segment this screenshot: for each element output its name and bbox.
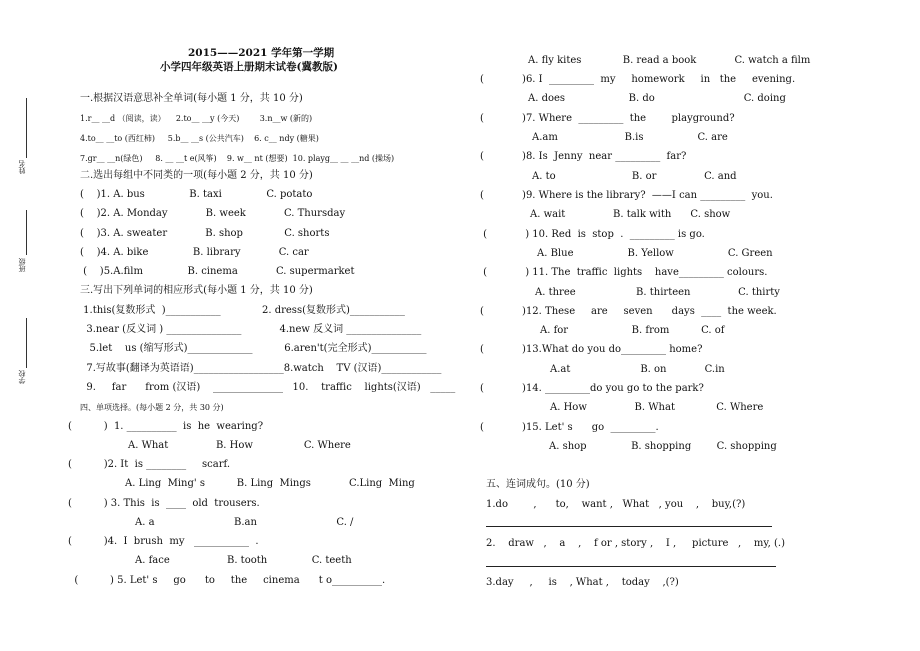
name-label: 姓名	[18, 160, 26, 174]
right-line-19: A. How B. What C. Where	[550, 402, 764, 413]
name-line	[26, 98, 27, 158]
left-line-6: ( )1. A. bus B. taxi C. potato	[80, 189, 313, 200]
right-line-20: ( )15. Let' s go _________.	[480, 422, 659, 433]
left-line-5: 二.选出每组中不同类的一项(每小题 2 分，共 10 分)	[80, 170, 313, 181]
answer-line-1[interactable]	[486, 526, 772, 527]
right-line-3: A. does B. do C. doing	[528, 93, 786, 104]
left-line-12: 1.this(复数形式 )___________ 2. dress(复数形式)___________	[80, 305, 405, 316]
right-line-21: A. shop B. shopping C. shopping	[549, 441, 777, 452]
right-line-7: A. to B. or C. and	[532, 171, 737, 182]
left-line-4: 7.gr__ __n(绿色) 8. __ __t e(风筝) 9. w__ nt (想要) 10. playg__ __ __nd (操场)	[80, 154, 395, 163]
left-line-23: A. a B.an C. /	[135, 517, 354, 528]
right-line-11: A. Blue B. Yellow C. Green	[537, 248, 773, 259]
exam-title: 小学四年级英语上册期末试卷(冀教版)	[160, 61, 338, 73]
right-line-16: ( )13.What do you do_________ home?	[480, 344, 703, 355]
right-line-18: ( )14. _________do you go to the park?	[480, 383, 704, 394]
left-line-3: 4.to__ __to (西红柿) 5.b__ __s (公共汽车) 6. c__ ndy (糖果)	[80, 134, 319, 143]
left-line-21: A. Ling Ming' s B. Ling Mings C.Ling Ming	[125, 478, 415, 489]
left-line-24: ( )4. I brush my ___________ .	[68, 536, 259, 547]
left-line-16: 9. far from (汉语) ______________ 10. traffic lights(汉语) _____	[80, 382, 456, 393]
left-line-17: 四、单项选择。(每小题 2 分，共 30 分)	[80, 403, 224, 412]
exam-year: 2015——2021 学年第一学期	[188, 47, 335, 59]
left-line-2: 1.r__ __d （阅读，读） 2.to__ __y (今天) 3.n__w (新的)	[80, 114, 313, 123]
left-line-20: ( )2. It is ________ scarf.	[68, 459, 231, 470]
right-line-12: ( ) 11. The traffic lights have_________ colours.	[480, 267, 768, 278]
left-line-1: 一.根据汉语意思补全单词(每小题 1 分，共 10 分)	[80, 93, 303, 104]
left-line-11: 三.写出下列单词的相应形式(每小题 1 分，共 10 分)	[80, 285, 313, 296]
right-line-4: ( )7. Where _________ the playground?	[480, 113, 735, 124]
right-line-24: 2. draw , a , f or , story , I , picture , my, (.)	[486, 538, 785, 549]
left-line-10: ( )5.A.film B. cinema C. supermarket	[80, 266, 355, 277]
answer-line-2[interactable]	[486, 566, 776, 567]
right-line-25: 3.day , is , What , today ,(?)	[486, 577, 679, 588]
right-line-6: ( )8. Is Jenny near _________ far?	[480, 151, 687, 162]
right-line-14: ( )12. These are seven days ____ the week.	[480, 306, 777, 317]
left-line-15: 7.写故事(翻译为英语语)__________________8.watch TV (汉语)____________	[80, 363, 442, 374]
right-line-9: A. wait B. talk with C. show	[530, 209, 731, 220]
left-line-25: A. face B. tooth C. teeth	[135, 555, 352, 566]
left-line-19: A. What B. How C. Where	[128, 440, 351, 451]
left-line-14: 5.let us (缩写形式)_____________ 6.aren't(完全形式)___________	[80, 343, 427, 354]
right-line-5: A.am B.is C. are	[532, 132, 728, 143]
right-line-2: ( )6. I _________ my homework in the evening.	[480, 74, 796, 85]
right-line-8: ( )9. Where is the library? ——I can _________ you.	[480, 190, 773, 201]
right-line-17: A.at B. on C.in	[550, 364, 725, 375]
right-line-1: A. fly kites B. read a book C. watch a film	[528, 55, 811, 66]
class-line	[26, 210, 27, 255]
school-label: 学校	[18, 370, 26, 384]
left-line-22: ( ) 3. This is ____ old trousers.	[68, 498, 260, 509]
left-line-8: ( )3. A. sweater B. shop C. shorts	[80, 228, 330, 239]
left-line-9: ( )4. A. bike B. library C. car	[80, 247, 309, 258]
left-line-7: ( )2. A. Monday B. week C. Thursday	[80, 208, 346, 219]
school-line	[26, 318, 27, 368]
left-line-13: 3.near (反义词 ) _______________ 4.new 反义词 _______________	[80, 324, 422, 335]
right-line-15: A. for B. from C. of	[540, 325, 725, 336]
left-line-18: ( ) 1. __________ is he wearing?	[68, 421, 264, 432]
right-line-13: A. three B. thirteen C. thirty	[535, 287, 780, 298]
class-label: 班级	[18, 258, 26, 272]
right-line-10: ( ) 10. Red is stop . _________ is go.	[480, 229, 705, 240]
right-line-23: 1.do , to, want , What , you , buy,(?)	[486, 499, 746, 510]
left-line-26: ( ) 5. Let' s go to the cinema t o__________.	[68, 575, 386, 586]
right-line-22: 五、连词成句。(10 分)	[486, 479, 590, 490]
